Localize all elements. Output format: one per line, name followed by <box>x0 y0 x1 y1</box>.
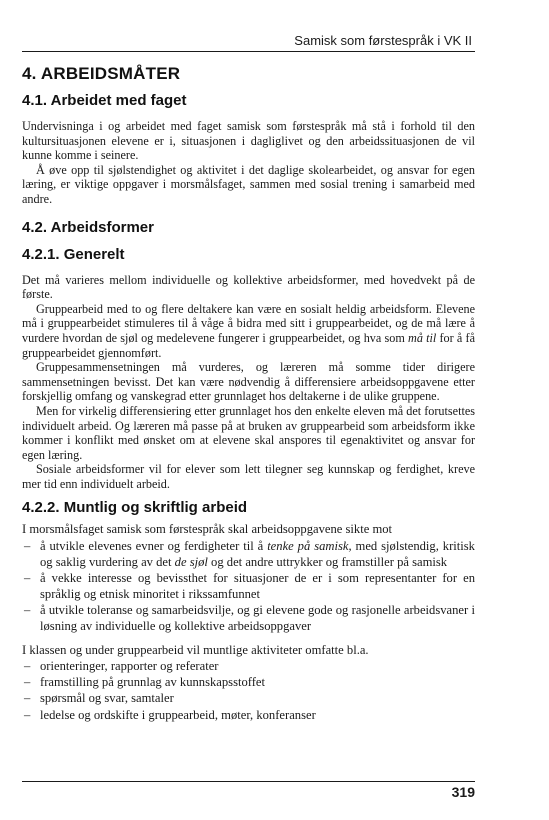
section-4-2-1-paragraph-2: Gruppearbeid med to og flere deltakere kan være en sosialt heldig arbeidsform. Elevene må i gruppearbeidet stimuleres til å våge å bidra med sitt i gruppearbeidet, og de må lære å vurdere hvordan de sjøl og medelevene fungerer i gruppearbeidet, og hva som må til for å få gruppearbeidet gjennomført. <box>22 301 476 360</box>
header-rule <box>22 51 475 52</box>
section-4-1-paragraph-1: Undervisninga i og arbeidet med faget samisk som førstespråk må stå i forhold til den kultursituasjonen elevene er i, situasjonen i dagliglivet og den arbeidssituasjonen de vil kunne komme i seinere. <box>22 119 475 163</box>
list-item: – framstilling på grunnlag av kunnskapsstoffet <box>22 674 475 690</box>
list-item: – spørsmål og svar, samtaler <box>22 690 475 706</box>
section-4-2-1-paragraph-5: Sosiale arbeidsformer vil for elever som lett tilegner seg kunnskap og ferdighet, kreve mer tid enn individuelt arbeid. <box>22 462 475 491</box>
emphasis-ma-til: må til <box>408 330 437 345</box>
footer-rule <box>22 781 475 782</box>
section-4-1-paragraph-2: Å øve opp til sjølstendighet og aktivitet i det daglige skolearbeidet, og ansvar for egen læring, er viktige oppgaver i morsmålsfaget, sammen med sosial trening i samarbeid med andre. <box>22 162 475 206</box>
section-4-2-2-intro: I morsmålsfaget samisk som førstespråk skal arbeidsoppgavene sikte mot <box>22 522 393 537</box>
list-item: – orienteringer, rapporter og referater <box>22 658 475 674</box>
oral-activities-list <box>22 658 475 722</box>
section-4-2-1-title: 4.2.1. Generelt <box>22 245 125 263</box>
section-4-2-title: 4.2. Arbeidsformer <box>22 218 154 236</box>
goal-item-2: – å vekke interesse og bevissthet for situasjoner de er i som representanter for en språklig og etnisk minoritet i rikssamfunnet <box>22 570 475 602</box>
section-4-2-1-paragraph-1: Det må varieres mellom individuelle og kollektive arbeidsformer, med hovedvekt på de første. <box>22 272 475 302</box>
page-content <box>22 62 475 723</box>
section-4-2-1-paragraph-3: Gruppesammensetningen må vurderes, og læreren må somme tider dirigere sammensetningen bevisst. Det kan være nødvendig å differensiere arbeidsoppgavene etter forskjellig omfang og vanskegrad etter grunnlaget hos deltakerne i de ulike gruppene. <box>22 360 475 404</box>
list-item: – ledelse og ordskifte i gruppearbeid, møter, konferanser <box>22 707 475 723</box>
section-4-2-2-title: 4.2.2. Muntlig og skriftlig arbeid <box>22 499 248 517</box>
goals-list <box>22 538 475 635</box>
section-4-2-1-paragraph-4: Men for virkelig differensiering etter grunnlaget hos den enkelte eleven må det forutsettes individuelt arbeid. Og læreren må passe på at bruken av gruppearbeid som arbeidsform ikke kommer i konflikt med ønsket om at elevene skal ansporеs til egenaktivitet og ansvar for egen læring. <box>22 403 475 462</box>
section-4-1-title: 4.1. Arbeidet med faget <box>22 92 187 109</box>
oral-activities-intro: I klassen og under gruppearbeid vil muntlige aktiviteter omfatte bl.a. <box>22 643 369 658</box>
goal-item-1: – å utvikle elevenes evner og ferdigheter til å tenke på samisk, med sjølstendig, kritisk og saklig vurdering av det de sjøl og det andre uttrykker og framstiller på samisk <box>22 538 475 570</box>
page-number: 319 <box>451 784 475 800</box>
running-header: Samisk som førstespråk i VK II <box>294 33 472 48</box>
chapter-title: 4. ARBEIDSMÅTER <box>22 64 181 83</box>
goal-item-3: – å utvikle toleranse og samarbeidsvilje, og gi elevene gode og rasjonelle arbeidsvaner i løsning av individuelle og kollektive arbeidsoppgaver <box>22 602 475 634</box>
